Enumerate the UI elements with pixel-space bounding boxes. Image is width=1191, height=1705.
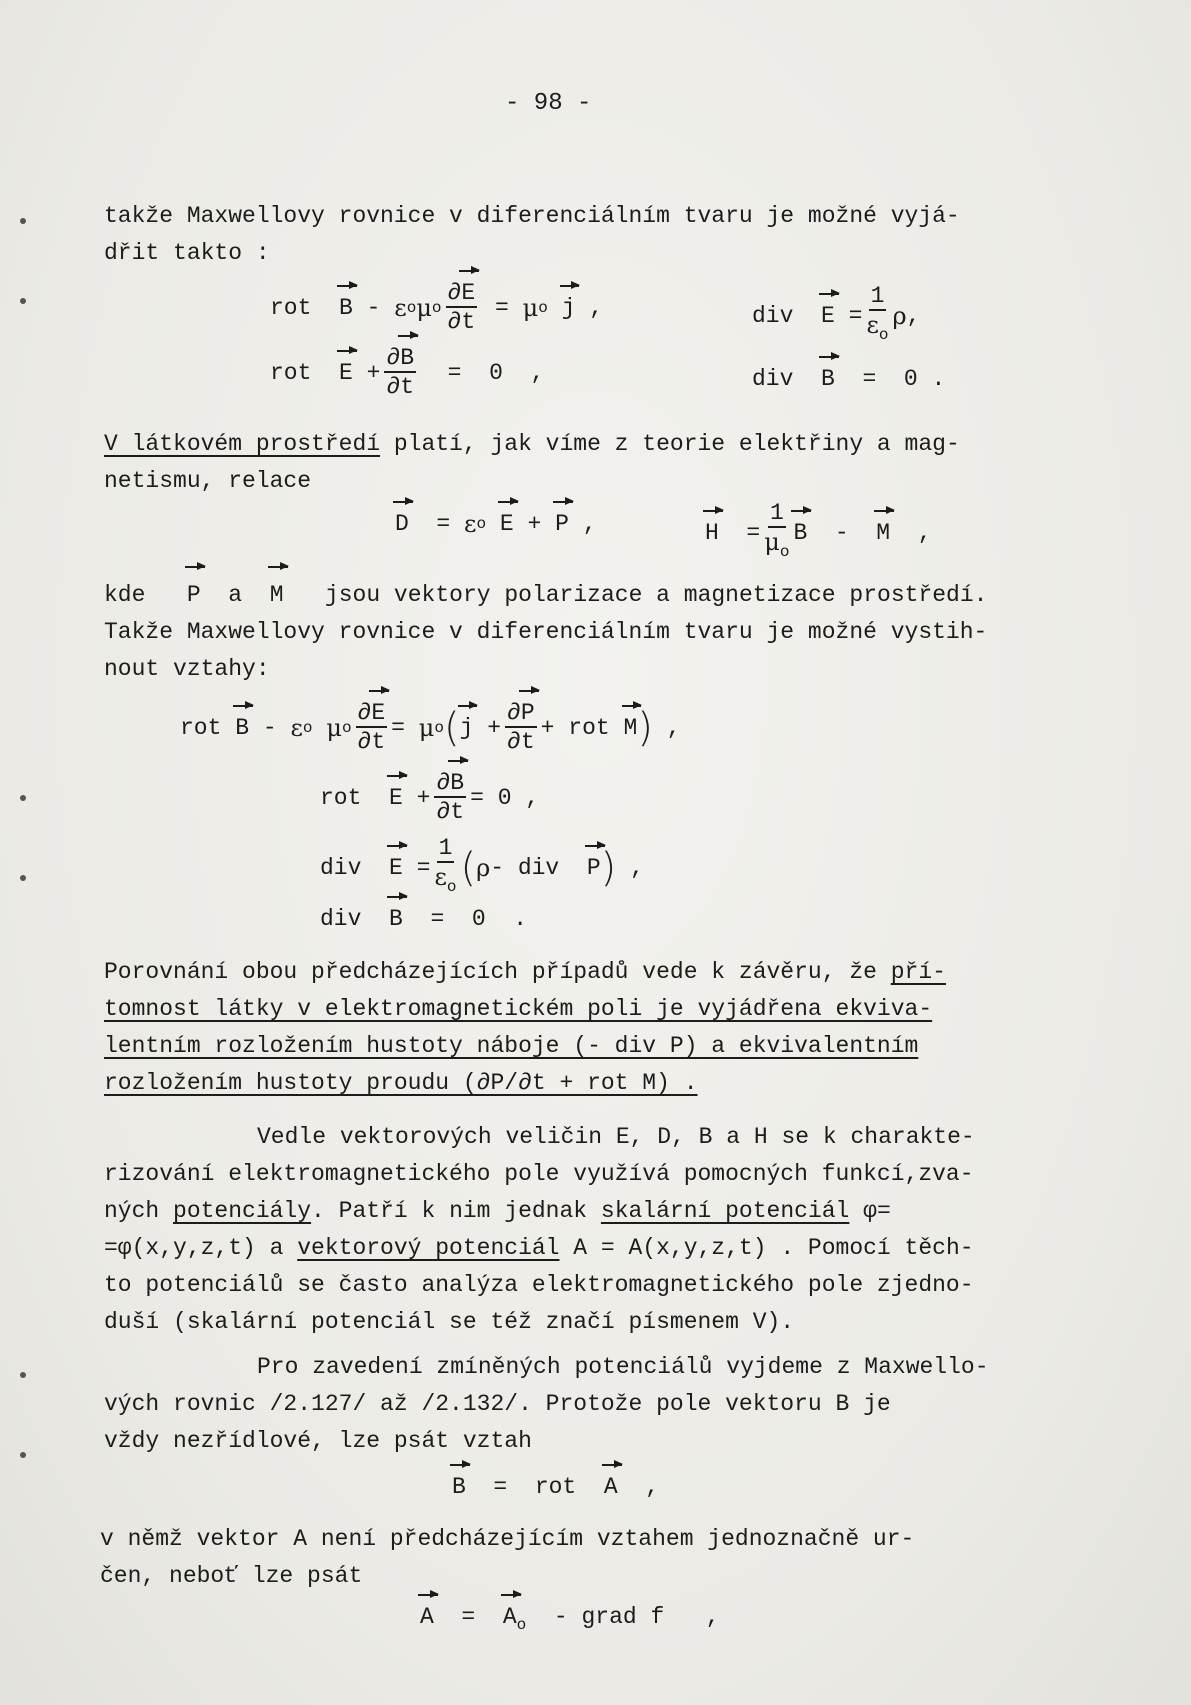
potentials-line-5: to potenciálů se často analýza elektromagnetického pole zjedno- (104, 1272, 974, 1298)
equation-rot-E: rot E + $\frac{\partial B}{\partial t}$ = 0 , (270, 345, 545, 400)
medium-line-2: netismu, relace (104, 468, 312, 494)
equation-medium-rot-E: rot E + $\frac{\partial B}{\partial t}$ = 0 , (320, 770, 540, 825)
page-number: - 98 - (505, 90, 592, 117)
equation-H: H = $\frac{1}{\mu_o}$ B - M , (705, 500, 932, 561)
equation-rot-B: rot B - ε o μ o $\frac{\partial E}{\partial t}$ = μ o j , (270, 280, 604, 335)
conclusion-line-2: tomnost látky v elektromagnetickém poli je vyjádřena ekviva- (104, 996, 933, 1022)
equation-medium-div-B: div B = 0 . (320, 906, 528, 932)
where-line-1: kde P a M jsou vektory polarizace a magnetizace prostředí. (104, 576, 987, 614)
where-line-3: nout vztahy: (104, 656, 270, 682)
margin-mark (20, 875, 26, 881)
potentials-line-1: Vedle vektorových veličin E, D, B a H se k charakte- (257, 1124, 975, 1150)
derive-line-3: vždy nezřídlové, lze psát vztah (104, 1428, 532, 1454)
intro-line-2: dřit takto : (104, 240, 270, 266)
margin-mark (20, 1372, 26, 1378)
equation-medium-div-E: div E = $\frac{1}{\varepsilon_o}$ ( ρ - div P ) , (320, 835, 644, 896)
equation-medium-rot-B: rot B - ε o μ o $\frac{\partial E}{\partial t}$ = μ o ( j + $\frac{\partial P}{\partial t}$ + rot M ) , (180, 700, 681, 755)
margin-mark (20, 795, 26, 801)
equation-div-E: div E = $\frac{1}{\varepsilon_o}$ ρ , (752, 283, 921, 344)
potentials-line-4: =φ(x,y,z,t) a vektorový potenciál A = A(x,y,z,t) . Pomocí těch- (104, 1235, 974, 1261)
equation-gauge: $A = A_o$ - grad f , (420, 1604, 720, 1634)
intro-line-1: takže Maxwellovy rovnice v diferenciálním tvaru je možné vyjá- (104, 203, 960, 229)
medium-line-1: V látkovém prostředí platí, jak víme z teorie elektřiny a mag- (104, 431, 960, 457)
final-line-2: čen, neboť lze psát (100, 1563, 363, 1589)
potentials-line-6: duší (skalární potenciál se též značí písmenem V). (104, 1309, 795, 1335)
conclusion-line-3: lentním rozložením hustoty náboje (- div P) a ekvivalentním (104, 1033, 919, 1059)
conclusion-line-1: Porovnání obou předcházejících případů vede k závěru, že pří- (104, 959, 946, 985)
margin-mark (20, 1452, 26, 1458)
derive-line-2: vých rovnic /2.127/ až /2.132/. Protože pole vektoru B je (104, 1391, 891, 1417)
potentials-line-3: ných potenciály. Patří k nim jednak skalární potenciál φ= (104, 1198, 891, 1224)
potentials-line-2: rizování elektromagnetického pole využívá pomocných funkcí,zva- (104, 1161, 974, 1187)
conclusion-line-4: rozložením hustoty proudu (∂P/∂t + rot M) . (104, 1070, 698, 1096)
equation-div-B: div B = 0 . (752, 366, 946, 392)
equation-D: D = ε o E + P , (395, 510, 597, 538)
margin-mark (20, 218, 26, 224)
margin-mark (20, 298, 26, 304)
where-line-2: Takže Maxwellovy rovnice v diferenciálním tvaru je možné vystih- (104, 619, 988, 645)
equation-B-rot-A: B = rot A , (452, 1474, 660, 1500)
final-line-1: v němž vektor A není předcházejícím vztahem jednoznačně ur- (100, 1526, 915, 1552)
derive-line-1: Pro zavedení zmíněných potenciálů vyjdeme z Maxwello- (257, 1354, 989, 1380)
